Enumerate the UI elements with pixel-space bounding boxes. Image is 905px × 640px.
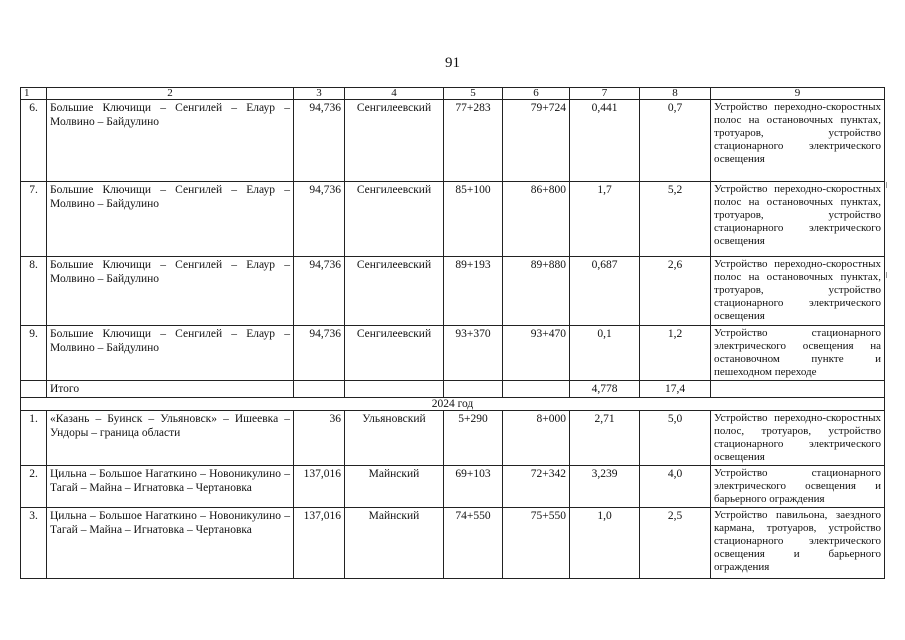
road-name: Большие Ключищи – Сенгилей – Елаур – Молвино – Байдулино: [47, 100, 294, 182]
column-header: 5: [444, 88, 503, 100]
end-km: 8+000: [503, 411, 570, 466]
row-number: 1.: [21, 411, 47, 466]
empty-cell: [21, 381, 47, 398]
section-length: 1,0: [570, 508, 640, 579]
start-km: 89+193: [444, 257, 503, 326]
district: Сенгилеевский: [345, 257, 444, 326]
end-km: 86+800: [503, 182, 570, 257]
table-row: [21, 182, 885, 257]
start-km: 5+290: [444, 411, 503, 466]
table-row: [21, 326, 885, 381]
road-name: Цильна – Большое Нагаткино – Новоникулино – Тагай – Майна – Игнатовка – Чертановка: [47, 466, 294, 508]
cost: 0,7: [640, 100, 711, 182]
cost: 1,2: [640, 326, 711, 381]
empty-cell: [503, 381, 570, 398]
empty-cell: [444, 381, 503, 398]
table-row: [21, 508, 885, 579]
start-km: 74+550: [444, 508, 503, 579]
column-header: 3: [294, 88, 345, 100]
works-description: Устройство переходно-скоростных полос на остановочных пунктах, тротуаров, устройство стационарного электрического освещения: [711, 100, 885, 182]
row-number: 8.: [21, 257, 47, 326]
column-header: 8: [640, 88, 711, 100]
row-number: 6.: [21, 100, 47, 182]
section-length: 1,7: [570, 182, 640, 257]
scan-mark: [886, 182, 887, 188]
section-length: 0,687: [570, 257, 640, 326]
cost: 2,5: [640, 508, 711, 579]
start-km: 85+100: [444, 182, 503, 257]
total-cost: 17,4: [640, 381, 711, 398]
end-km: 89+880: [503, 257, 570, 326]
year-heading-row: [21, 398, 885, 411]
road-name: Цильна – Большое Нагаткино – Новоникулино – Тагай – Майна – Игнатовка – Чертановка: [47, 508, 294, 579]
total-length: 4,778: [570, 381, 640, 398]
section-length: 0,1: [570, 326, 640, 381]
page-number: 91: [445, 55, 460, 71]
road-length: 36: [294, 411, 345, 466]
road-length: 94,736: [294, 100, 345, 182]
section-length: 3,239: [570, 466, 640, 508]
table-row: [21, 411, 885, 466]
road-name: «Казань – Буинск – Ульяновск» – Ишеевка – Ундоры – граница области: [47, 411, 294, 466]
district: Ульяновский: [345, 411, 444, 466]
column-header: 6: [503, 88, 570, 100]
empty-cell: [345, 381, 444, 398]
road-name: Большие Ключищи – Сенгилей – Елаур – Молвино – Байдулино: [47, 182, 294, 257]
year-heading: 2024 год: [21, 398, 885, 411]
works-description: Устройство переходно-скоростных полос на остановочных пунктах, тротуаров, устройство стационарного электрического освещения: [711, 257, 885, 326]
district: Майнский: [345, 466, 444, 508]
end-km: 79+724: [503, 100, 570, 182]
column-header: 4: [345, 88, 444, 100]
table-row: [21, 257, 885, 326]
district: Сенгилеевский: [345, 326, 444, 381]
column-header: 7: [570, 88, 640, 100]
total-row: [21, 381, 885, 398]
district: Сенгилеевский: [345, 100, 444, 182]
road-length: 94,736: [294, 326, 345, 381]
section-length: 0,441: [570, 100, 640, 182]
row-number: 9.: [21, 326, 47, 381]
end-km: 72+342: [503, 466, 570, 508]
start-km: 93+370: [444, 326, 503, 381]
road-length: 137,016: [294, 508, 345, 579]
empty-cell: [294, 381, 345, 398]
table-row: [21, 100, 885, 182]
cost: 4,0: [640, 466, 711, 508]
row-number: 2.: [21, 466, 47, 508]
cost: 2,6: [640, 257, 711, 326]
road-name: Большие Ключищи – Сенгилей – Елаур – Молвино – Байдулино: [47, 257, 294, 326]
works-description: Устройство переходно-скоростных полос, тротуаров, устройство стационарного электрического освещения: [711, 411, 885, 466]
column-number-row: [21, 88, 885, 100]
start-km: 77+283: [444, 100, 503, 182]
section-length: 2,71: [570, 411, 640, 466]
start-km: 69+103: [444, 466, 503, 508]
row-number: 7.: [21, 182, 47, 257]
total-label: Итого: [47, 381, 294, 398]
cost: 5,2: [640, 182, 711, 257]
works-description: Устройство переходно-скоростных полос на остановочных пунктах, тротуаров, устройство стационарного электрического освещения: [711, 182, 885, 257]
end-km: 75+550: [503, 508, 570, 579]
column-header: 2: [47, 88, 294, 100]
works-description: Устройство стационарного электрического освещения на остановочном пункте и пешеходном переходе: [711, 326, 885, 381]
road-works-table: [20, 87, 885, 579]
scan-mark: [886, 272, 887, 278]
district: Сенгилеевский: [345, 182, 444, 257]
road-length: 94,736: [294, 257, 345, 326]
row-number: 3.: [21, 508, 47, 579]
district: Майнский: [345, 508, 444, 579]
column-header: 9: [711, 88, 885, 100]
empty-cell: [711, 381, 885, 398]
road-length: 137,016: [294, 466, 345, 508]
column-header: 1: [21, 88, 47, 100]
works-description: Устройство стационарного электрического освещения и барьерного ограждения: [711, 466, 885, 508]
works-description: Устройство павильона, заездного кармана, тротуаров, устройство стационарного электрического освещения и барьерного ограждения: [711, 508, 885, 579]
road-name: Большие Ключищи – Сенгилей – Елаур – Молвино – Байдулино: [47, 326, 294, 381]
end-km: 93+470: [503, 326, 570, 381]
cost: 5,0: [640, 411, 711, 466]
table-row: [21, 466, 885, 508]
road-length: 94,736: [294, 182, 345, 257]
